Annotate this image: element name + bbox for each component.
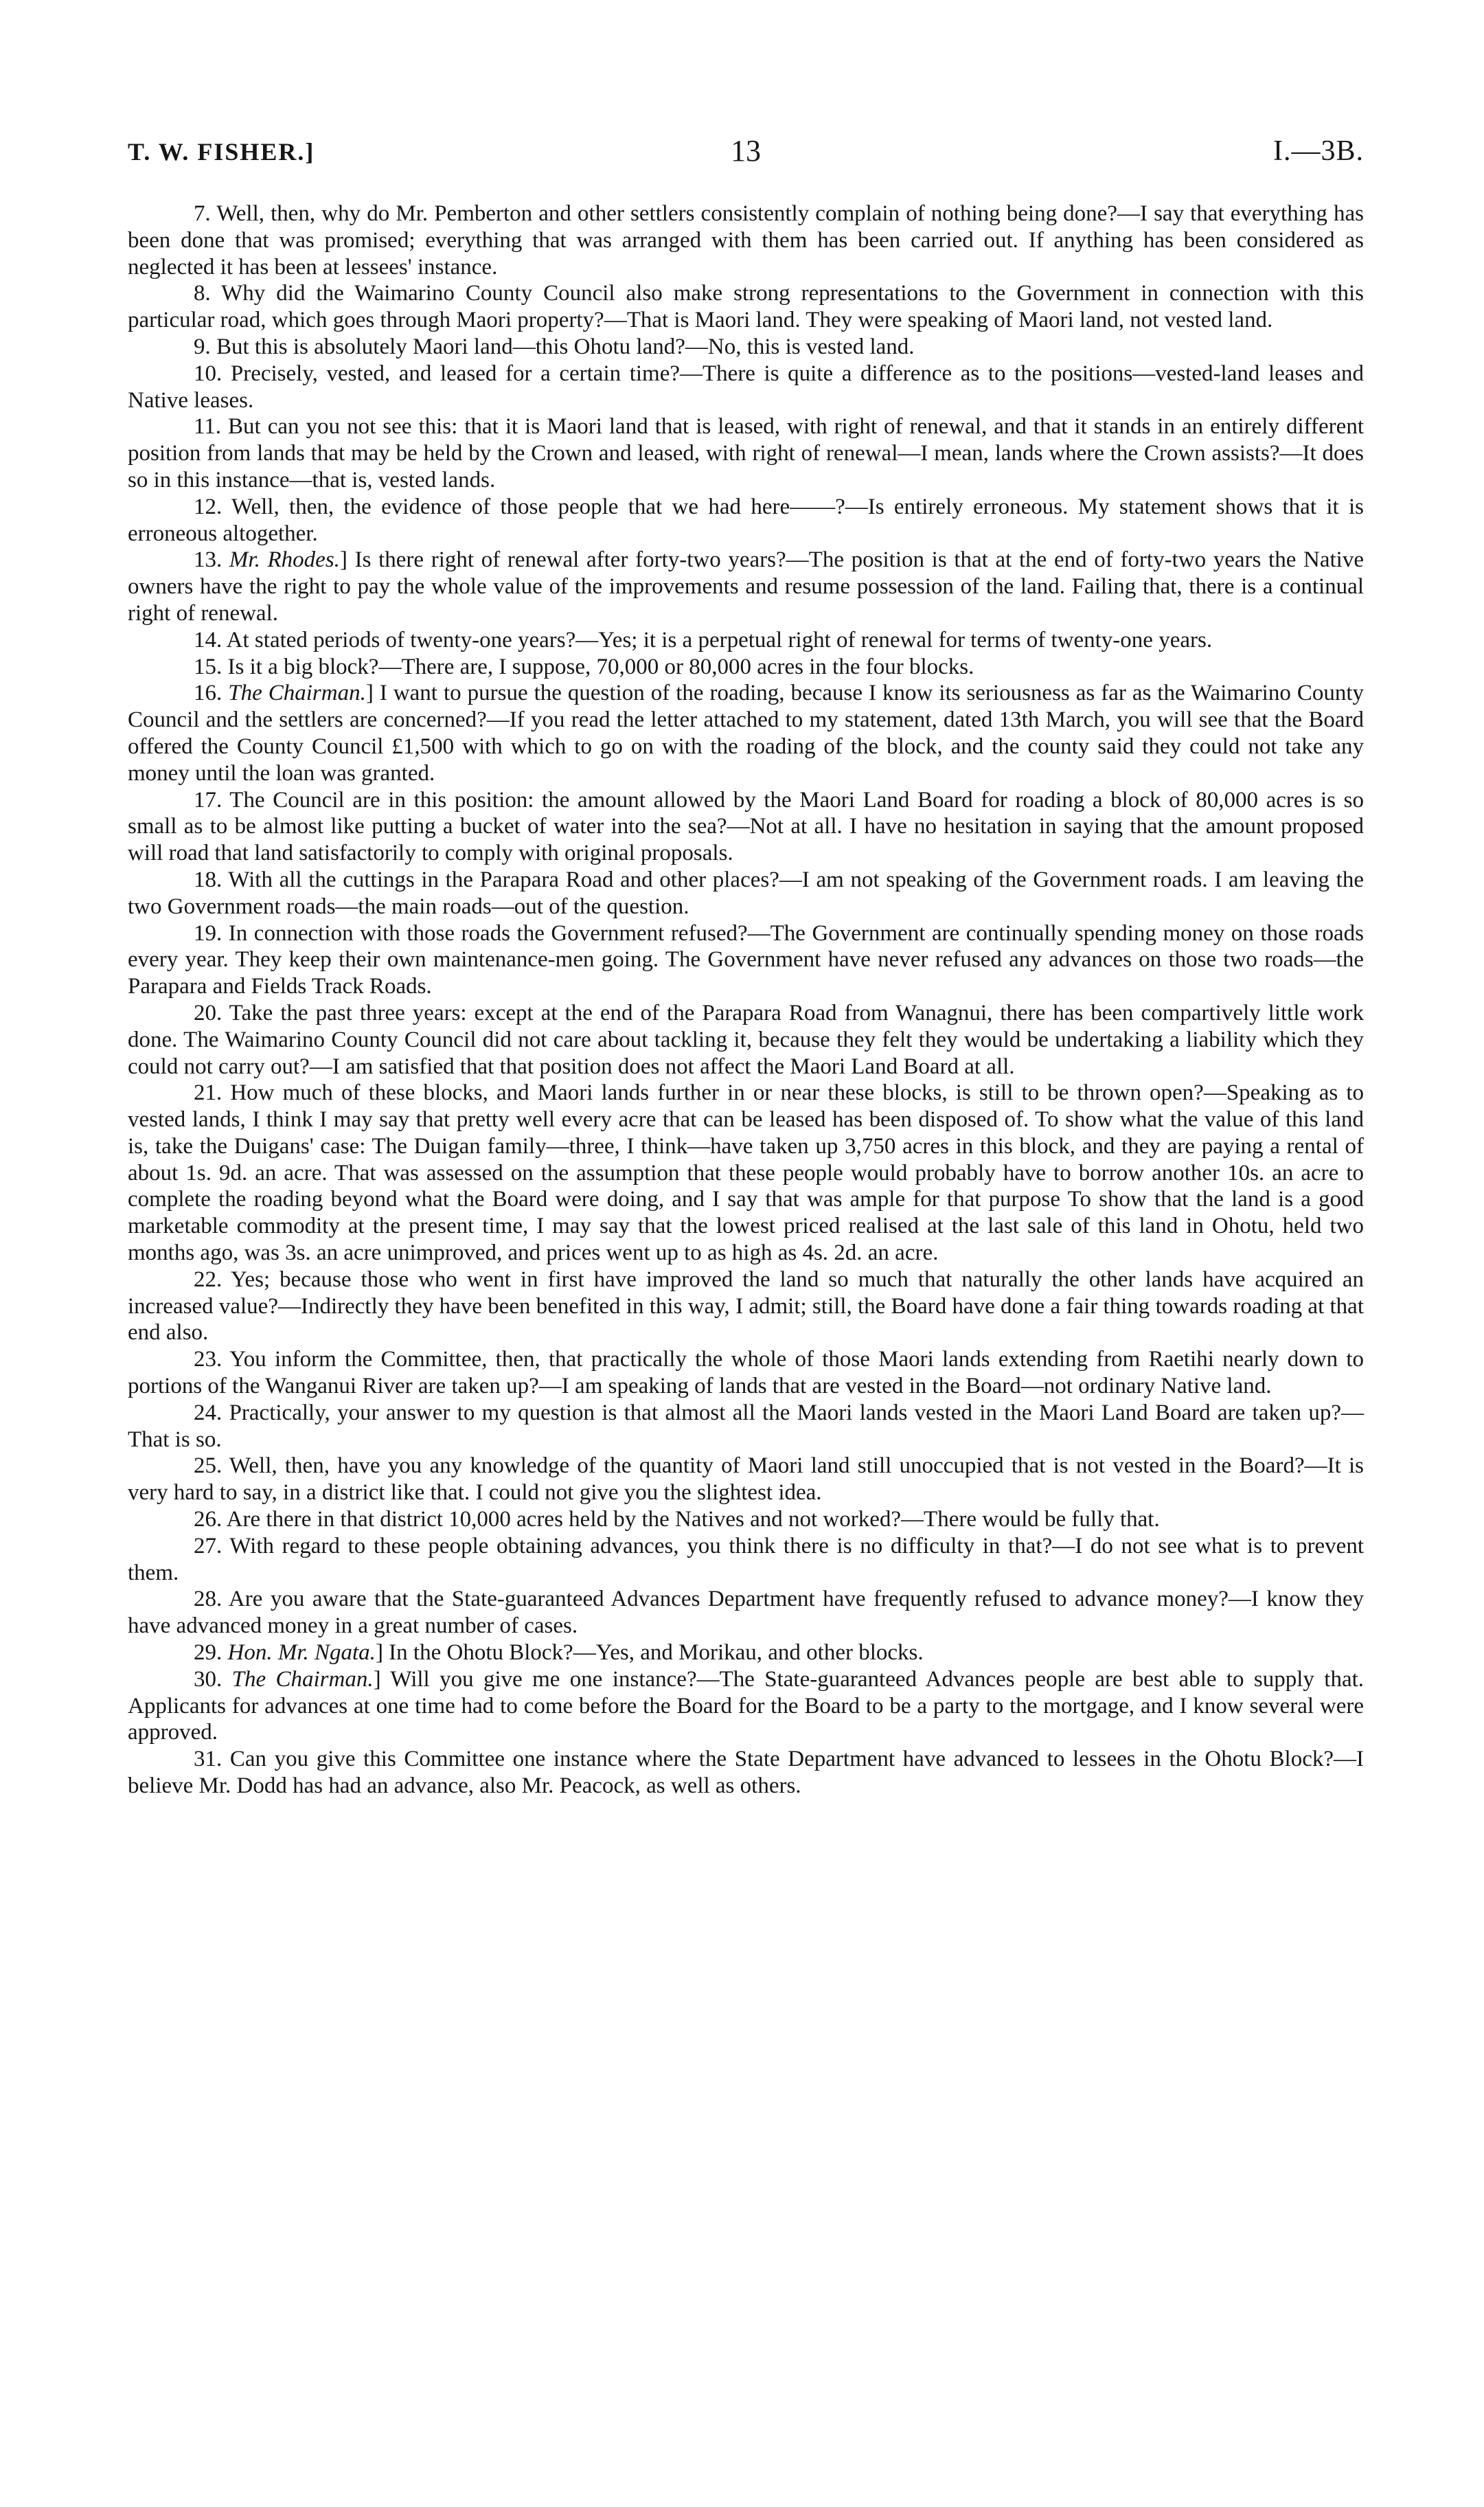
paragraph-text: 12. Well, then, the evidence of those people that we had here——?—Is entirely erroneous. My statement shows that it is erroneous altogether.	[128, 494, 1364, 546]
paragraph-lead: 13.	[194, 547, 229, 573]
paragraph-text: 27. With regard to these people obtaining advances, you think there is no difficulty in that?—I do not see what is to prevent them.	[128, 1533, 1364, 1585]
paragraph-text: 18. With all the cuttings in the Parapara Road and other places?—I am not speaking of the Government roads. I am leaving the two Government roads—the main roads—out of the question.	[128, 867, 1364, 919]
speaker: The Chairman.	[231, 1666, 374, 1692]
paragraph-text: 17. The Council are in this position: the amount allowed by the Maori Land Board for roading a block of 80,000 acres is so small as to be almost like putting a bucket of water into the sea?—Not at all. I have no hesitation in saying that the amount proposed will road that land satisfactorily to comply with original proposals.	[128, 787, 1364, 866]
paragraph-lead: 16.	[194, 681, 229, 706]
paragraph-text: ] Will you give me one instance?—The State-guaranteed Advances people are best able to supply that. Applicants for advances at one time had to come before the Board for the Board to be a party to the mortgage, and I know several were approved.	[128, 1666, 1365, 1745]
question-21	[128, 1080, 1364, 1267]
question-20	[128, 1000, 1364, 1080]
paragraph-text: 23. You inform the Committee, then, that practically the whole of those Maori lands extending from Raetihi nearly down to portions of the Wanganui River are taken up?—I am speaking of lands that are vested in the Board—not ordinary Native land.	[128, 1347, 1364, 1399]
paragraph-text: 31. Can you give this Committee one instance where the State Department have advanced to lessees in the Ohotu Block?—I believe Mr. Dodd has had an advance, also Mr. Peacock, as well as others.	[128, 1747, 1364, 1799]
paragraph-text: 7. Well, then, why do Mr. Pemberton and other settlers consistently complain of nothing being done?—I say that everything has been done that was promised; everything that was arranged with them has been carried out. If anything has been considered as neglected it has been at lessees' instance.	[128, 201, 1364, 280]
question-11	[128, 413, 1364, 493]
witness-name-header: T. W. FISHER.]	[128, 138, 315, 166]
question-23	[128, 1346, 1364, 1400]
question-10	[128, 361, 1364, 414]
paragraph-lead: 29.	[194, 1640, 228, 1666]
question-29	[128, 1640, 1364, 1666]
document-reference: I.—3B.	[1273, 135, 1364, 167]
question-30	[128, 1666, 1364, 1746]
page-body	[128, 201, 1364, 1800]
paragraph-lead: 30.	[194, 1666, 232, 1692]
paragraph-text: 24. Practically, your answer to my question is that almost all the Maori lands vested in the Maori Land Board are taken up?—That is so.	[128, 1400, 1364, 1452]
question-22	[128, 1267, 1364, 1346]
question-14	[128, 627, 1364, 654]
question-16	[128, 680, 1364, 786]
paragraph-text: 9. But this is absolutely Maori land—this Ohotu land?—No, this is vested land.	[194, 334, 915, 359]
paragraph-text: 25. Well, then, have you any knowledge of the quantity of Maori land still unoccupied that is not vested in the Board?—It is very hard to say, in a district like that. I could not give you the slightest idea.	[128, 1453, 1364, 1506]
paragraph-text: 19. In connection with those roads the Government refused?—The Government are continually spending money on those roads every year. They keep their own maintenance-men going. The Government have never refused any advances on those two roads—the Parapara and Fields Track Roads.	[128, 920, 1364, 999]
page-number: 13	[731, 134, 761, 168]
paragraph-text: 26. Are there in that district 10,000 acres held by the Natives and not worked?—There would be fully that.	[194, 1507, 1160, 1532]
question-17	[128, 787, 1364, 867]
question-28	[128, 1586, 1364, 1640]
paragraph-text: 22. Yes; because those who went in first have improved the land so much that naturally the other lands have acquired an increased value?—Indirectly they have been benefited in this way, I admit; still, the Board have done a fair thing towards roading at that end also.	[128, 1267, 1364, 1346]
question-24	[128, 1400, 1364, 1453]
paragraph-text: 20. Take the past three years: except at the end of the Parapara Road from Wanagnui, there has been compartively little work done. The Waimarino County Council did not care about tackling it, because they felt they would be undertaking a liability which they could not carry out?—I am satisfied that that position does not affect the Maori Land Board at all.	[128, 1000, 1364, 1079]
question-9	[128, 334, 1364, 361]
speaker: The Chairman.	[228, 681, 366, 706]
question-12	[128, 494, 1364, 547]
question-15	[128, 654, 1364, 681]
question-31	[128, 1746, 1364, 1800]
paragraph-text: 21. How much of these blocks, and Maori lands further in or near these blocks, is still to be thrown open?—Speaking as to vested lands, I think I may say that pretty well every acre that can be leased has been disposed of. To show what the value of this land is, take the Duigans' case: The Duigan family—three, I think—have taken up 3,750 acres in this block, and they are paying a rental of about 1s. 9d. an acre. That was assessed on the assumption that these people would probably have to borrow another 10s. an acre to complete the roading beyond what the Board were doing, and I say that was ample for that purpose To show that the land is a good marketable commodity at the present time, I may say that the lowest priced realised at the last sale of this land in Ohotu, held two months ago, was 3s. an acre unimproved, and prices went up to as high as 4s. 2d. an acre.	[128, 1080, 1364, 1266]
question-25	[128, 1453, 1364, 1506]
question-26	[128, 1506, 1364, 1533]
question-13	[128, 547, 1364, 626]
question-27	[128, 1533, 1364, 1587]
paragraph-text: 28. Are you aware that the State-guaranteed Advances Department have frequently refused to advance money?—I know they have advanced money in a great number of cases.	[128, 1587, 1364, 1639]
page-header	[128, 134, 1364, 179]
paragraph-text: ] I want to pursue the question of the roading, because I know its seriousness as far as the Waimarino County Council and the settlers are concerned?—If you read the letter attached to my statement, dated 13th March, you will see that the Board offered the County Council £1,500 with which to go on with the roading of the block, and the county said they could not take any money until the loan was granted.	[128, 681, 1365, 786]
question-7	[128, 201, 1364, 280]
paragraph-text: 14. At stated periods of twenty-one years?—Yes; it is a perpetual right of renewal for terms of twenty-one years.	[194, 627, 1213, 653]
paragraph-text: 8. Why did the Waimarino County Council also make strong representations to the Government in connection with this particular road, which goes through Maori property?—That is Maori land. They were speaking of Maori land, not vested land.	[128, 281, 1364, 333]
paragraph-text: 10. Precisely, vested, and leased for a certain time?—There is quite a difference as to the positions—vested-land leases and Native leases.	[128, 361, 1364, 413]
paragraph-text: ] In the Ohotu Block?—Yes, and Morikau, and other blocks.	[375, 1640, 924, 1666]
question-8	[128, 280, 1364, 334]
paragraph-text: ] Is there right of renewal after forty-two years?—The position is that at the end of forty-two years the Native owners have the right to pay the whole value of the improvements and resume possession of the land. Failing that, there is a continual right of renewal.	[128, 547, 1364, 626]
paragraph-text: 15. Is it a big block?—There are, I suppose, 70,000 or 80,000 acres in the four blocks.	[194, 654, 974, 679]
speaker: Mr. Rhodes.	[229, 547, 340, 573]
paragraph-text: 11. But can you not see this: that it is Maori land that is leased, with right of renewal, and that it stands in an entirely different position from lands that may be held by the Crown and leased, with right of renewal—I mean, lands where the Crown assists?—It does so in this instance—that is, vested lands.	[128, 414, 1364, 492]
question-18	[128, 867, 1364, 920]
question-19	[128, 920, 1364, 1000]
speaker: Hon. Mr. Ngata.	[227, 1640, 376, 1666]
